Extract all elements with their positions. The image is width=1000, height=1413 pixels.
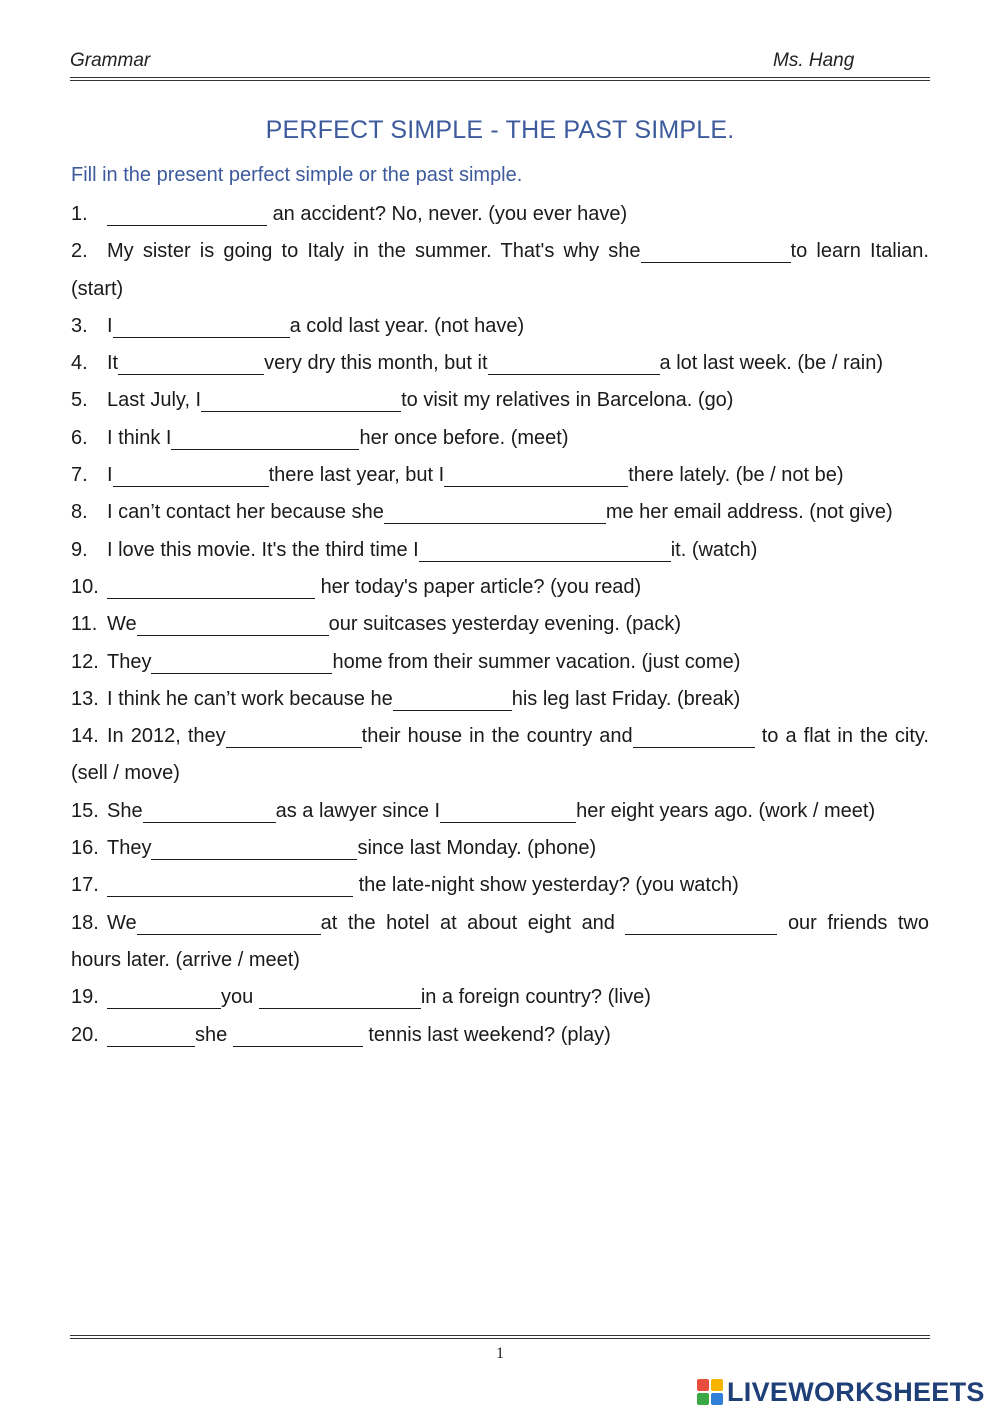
item-number: 11. (71, 613, 98, 636)
item-text: I love this movie. It's the third time I (107, 538, 419, 561)
item-number: 3. (71, 314, 88, 337)
logo-tile (711, 1379, 723, 1391)
exercise-item (71, 681, 929, 718)
item-text: there lately. (be / not be) (628, 464, 844, 487)
answer-blank[interactable] (137, 610, 329, 636)
item-number: 20. (71, 1023, 99, 1046)
item-number: 7. (71, 464, 88, 487)
exercise-item (71, 793, 929, 830)
instruction-text: Fill in the present perfect simple or the past simple. (71, 164, 523, 186)
exercise-item (71, 1017, 929, 1054)
item-text: In 2012, they (107, 725, 226, 748)
answer-blank[interactable] (113, 312, 290, 338)
answer-blank[interactable] (440, 797, 576, 823)
item-text: They (107, 650, 152, 673)
item-text: to visit my relatives in Barcelona. (go) (401, 389, 734, 412)
logo-tile (711, 1393, 723, 1405)
exercise-item (71, 233, 929, 308)
answer-blank[interactable] (233, 1021, 363, 1047)
item-text: there last year, but I (268, 464, 445, 487)
answer-blank[interactable] (107, 983, 221, 1009)
item-text: to learn Italian. (start) (71, 240, 929, 300)
item-text: We (107, 911, 137, 934)
answer-blank[interactable] (201, 386, 401, 412)
answer-blank[interactable] (641, 237, 791, 263)
exercise-item (71, 494, 929, 531)
answer-blank[interactable] (226, 722, 362, 748)
item-number: 9. (71, 538, 88, 561)
item-text: the late-night show yesterday? (you watch) (358, 874, 739, 897)
item-text: their house in the country and (361, 725, 633, 748)
exercise-item (71, 196, 929, 233)
exercise-item (71, 905, 929, 980)
item-number: 6. (71, 426, 88, 449)
answer-blank[interactable] (137, 909, 321, 935)
item-text: I (107, 314, 113, 337)
page-title: PERFECT SIMPLE - THE PAST SIMPLE. (265, 116, 735, 144)
item-text: our suitcases yesterday evening. (pack) (328, 613, 682, 636)
footer-divider (70, 1335, 930, 1336)
item-number: 12. (71, 650, 99, 673)
exercise-item (71, 569, 929, 606)
item-text: They (107, 837, 152, 860)
logo-tile (697, 1393, 709, 1405)
item-text: It (107, 352, 119, 375)
answer-blank[interactable] (393, 685, 512, 711)
item-text: to a flat in the city. (sell / move) (71, 725, 929, 785)
answer-blank[interactable] (118, 349, 264, 375)
item-text: tennis last weekend? (play) (368, 1023, 611, 1046)
logo-tile (697, 1379, 709, 1391)
item-text: We (107, 613, 137, 636)
item-text: as a lawyer since I (275, 799, 441, 822)
item-number: 13. (71, 687, 99, 710)
item-text: her today's paper article? (you read) (320, 575, 642, 598)
exercise-item (71, 867, 929, 904)
header-divider (70, 80, 930, 81)
item-text: I can’t contact her because she (107, 501, 384, 524)
answer-blank[interactable] (107, 200, 267, 226)
item-text: you (221, 986, 254, 1009)
item-text: a lot last week. (be / rain) (659, 352, 883, 375)
item-text: home from their summer vacation. (just come) (332, 650, 741, 673)
item-text: our friends two hours later. (arrive / meet) (71, 911, 929, 971)
exercise-item (71, 830, 929, 867)
item-text: She (107, 799, 143, 822)
header-divider (70, 77, 930, 78)
item-number: 8. (71, 501, 88, 524)
item-number: 19. (71, 986, 99, 1009)
liveworksheets-wordmark: LIVEWORKSHEETS (727, 1376, 985, 1407)
item-number: 16. (71, 837, 99, 860)
item-text: her eight years ago. (work / meet) (576, 799, 876, 822)
exercise-list (71, 196, 929, 1054)
answer-blank[interactable] (625, 909, 777, 935)
item-text: she (195, 1023, 228, 1046)
item-number: 17. (71, 874, 99, 897)
header-subject: Grammar (70, 50, 151, 71)
answer-blank[interactable] (488, 349, 660, 375)
item-number: 18. (71, 911, 99, 934)
item-number: 4. (71, 352, 88, 375)
exercise-item (71, 979, 929, 1016)
liveworksheets-logo-icon (697, 1379, 723, 1405)
item-text: in a foreign country? (live) (420, 986, 651, 1009)
footer-divider (70, 1338, 930, 1339)
item-text: My sister is going to Italy in the summer. That's why she (107, 240, 641, 263)
exercise-item (71, 308, 929, 345)
item-number: 15. (71, 799, 99, 822)
answer-blank[interactable] (107, 1021, 195, 1047)
item-text: very dry this month, but it (264, 352, 488, 375)
answer-blank[interactable] (419, 536, 671, 562)
header-teacher: Ms. Hang (773, 50, 855, 71)
item-text: I think I (107, 426, 172, 449)
answer-blank[interactable] (151, 834, 357, 860)
exercise-item (71, 420, 929, 457)
answer-blank[interactable] (107, 871, 353, 897)
answer-blank[interactable] (113, 461, 269, 487)
item-number: 1. (71, 203, 88, 225)
answer-blank[interactable] (384, 498, 606, 524)
exercise-item (71, 606, 929, 643)
answer-blank[interactable] (151, 648, 332, 674)
item-text: a cold last year. (not have) (289, 314, 525, 337)
item-text: his leg last Friday. (break) (511, 687, 741, 710)
liveworksheets-logo[interactable] (697, 1374, 985, 1410)
exercise-item (71, 457, 929, 494)
answer-blank[interactable] (259, 983, 421, 1009)
exercise-item (71, 532, 929, 569)
item-number: 5. (71, 389, 88, 412)
answer-blank[interactable] (633, 722, 755, 748)
answer-blank[interactable] (143, 797, 276, 823)
exercise-item (71, 345, 929, 382)
exercise-item (71, 382, 929, 419)
item-text: since last Monday. (phone) (357, 837, 597, 860)
answer-blank[interactable] (171, 424, 359, 450)
page-number: 1 (496, 1345, 504, 1362)
answer-blank[interactable] (107, 573, 315, 599)
item-text: an accident? No, never. (you ever have) (272, 203, 628, 225)
item-number: 14. (71, 725, 99, 748)
item-text: it. (watch) (670, 538, 758, 561)
item-text: I (107, 464, 113, 487)
item-number: 10. (71, 575, 99, 598)
item-text: Last July, I (107, 389, 202, 412)
item-text: at the hotel at about eight and (320, 911, 615, 934)
exercise-item (71, 718, 929, 793)
answer-blank[interactable] (444, 461, 628, 487)
page-header (70, 50, 930, 74)
item-text: I think he can’t work because he (107, 687, 393, 710)
item-text: her once before. (meet) (359, 426, 569, 449)
exercise-item (71, 644, 929, 681)
item-text: me her email address. (not give) (605, 501, 893, 524)
item-number: 2. (71, 240, 88, 263)
